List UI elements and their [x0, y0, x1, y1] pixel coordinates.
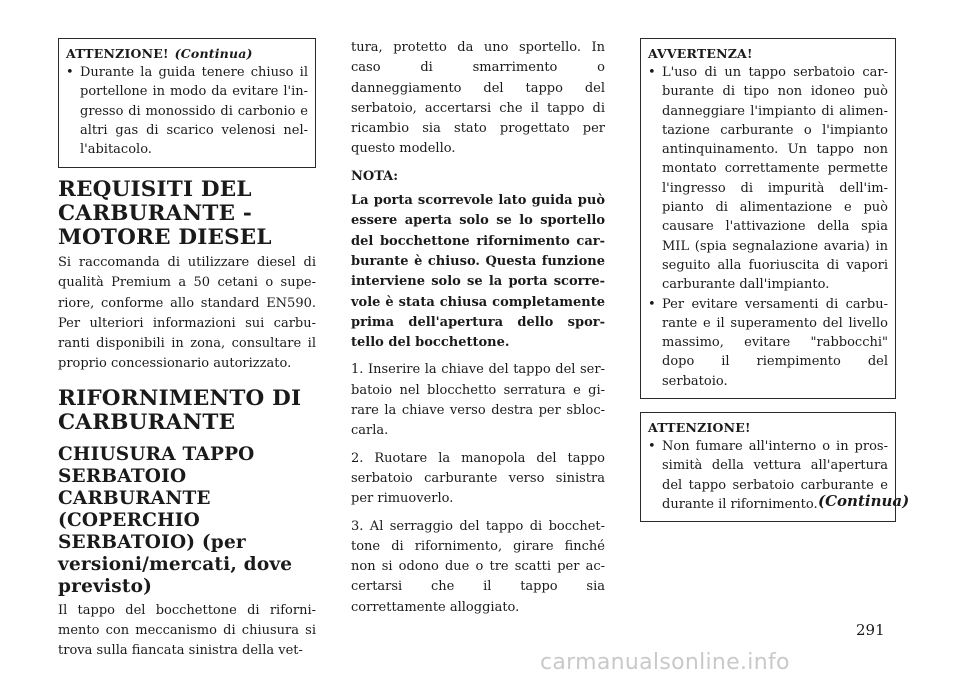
page-number: 291 — [856, 621, 885, 639]
step-3: 3. Al serraggio del tappo di bocchet- tone di rifornimento, girare finché non si odono due o tre scatti per ac- certarsi che il tappo sia correttamente alloggiato. — [351, 518, 605, 615]
subheading-fuel-cap: CHIUSURA TAPPO SERBATOIO CARBURANTE (COPERCHIO SERBATOIO) (per versioni/mercati, dove previsto) — [58, 443, 293, 597]
note-label: NOTA: — [351, 168, 399, 184]
avvertenza-bullet-list — [648, 63, 888, 391]
warning-bullet-list — [66, 63, 308, 159]
note-text: La porta scorrevole lato guida può essere aperta solo se lo sportello del bocchettone rifornimento car- burante è chiuso. Questa funzione interviene solo se la porta scorre- vole è stata chiusa completamente prima dell'apertura dello spor- tello del bocchettone. — [351, 193, 605, 351]
attenzione-title: ATTENZIONE! — [648, 420, 751, 436]
warning-bullet-item: • Durante la guida tenere chiuso il portellone in modo da evitare l'in- gresso di monossido di carbonio e altri gas di scarico velenosi nel- l'abitacolo. — [66, 63, 308, 159]
warning-title-text: ATTENZIONE! — [66, 46, 169, 61]
continued-label: (Continua) — [174, 46, 253, 61]
continued-label: (Continua) — [818, 492, 910, 510]
attenzione-bullet-item: • Non fumare all'interno o in pros- simità della vettura all'apertura del tappo serbatoio carburante e durante il rifornimento. — [648, 437, 888, 514]
heading-diesel-requirements: REQUISITI DEL CARBURANTE - MOTORE DIESEL — [58, 177, 272, 250]
avvertenza-title: AVVERTENZA! — [648, 46, 753, 61]
column-right — [640, 38, 896, 522]
paragraph-continued: tura, protetto da uno sportello. In caso di smarrimento o danneggiamento del tappo del serbatoio, accertarsi che il tappo di ricambio sia stato progettato per questo modello. — [351, 40, 605, 157]
avvertenza-bullet-item: • L'uso di un tappo serbatoio car- burante di tipo non idoneo può danneggiare l'impianto di alimen- tazione carburante o l'impianto antinquinamento. Un tappo non montato correttamente permette l'ingresso di impurità dell'im- pianto di alimentazione e può causare l'attivazione della spia MIL (spia segnalazione avaria) in seguito alla fuoriuscita di vapori carburante dall'impianto. — [648, 63, 888, 295]
warning-box-continued — [58, 38, 316, 168]
step-2: 2. Ruotare la manopola del tappo serbatoio carburante verso sinistra per rimuoverlo. — [351, 450, 605, 507]
avvertenza-box — [640, 38, 896, 399]
paragraph-fuel-cap: Il tappo del bocchettone di riforni- mento con meccanismo di chiusura si trova sulla fiancata sinistra della vet- — [58, 602, 316, 659]
column-middle — [351, 38, 605, 618]
warning-box-title — [66, 45, 308, 63]
watermark-text: carmanualsonline.info — [540, 650, 790, 675]
column-left — [58, 38, 316, 662]
step-1: 1. Inserire la chiave del tappo del ser- batoio nel blocchetto serratura e gi- rare la chiave verso destra per sbloc- carla. — [351, 362, 605, 439]
avvertenza-bullet-item: • Per evitare versamenti di carbu- rante e il superamento del livello massimo, evitare "rabbocchi" dopo il riempimento del serbatoio. — [648, 295, 888, 391]
paragraph-diesel: Si raccomanda di utilizzare diesel di qualità Premium a 50 cetani o supe- riore, conforme allo standard EN590. Per ulteriori informazioni sui carbu- ranti disponibili in zona, consultare il proprio concessionario autorizzato. — [58, 255, 316, 372]
heading-refueling: RIFORNIMENTO DI CARBURANTE — [58, 385, 302, 435]
